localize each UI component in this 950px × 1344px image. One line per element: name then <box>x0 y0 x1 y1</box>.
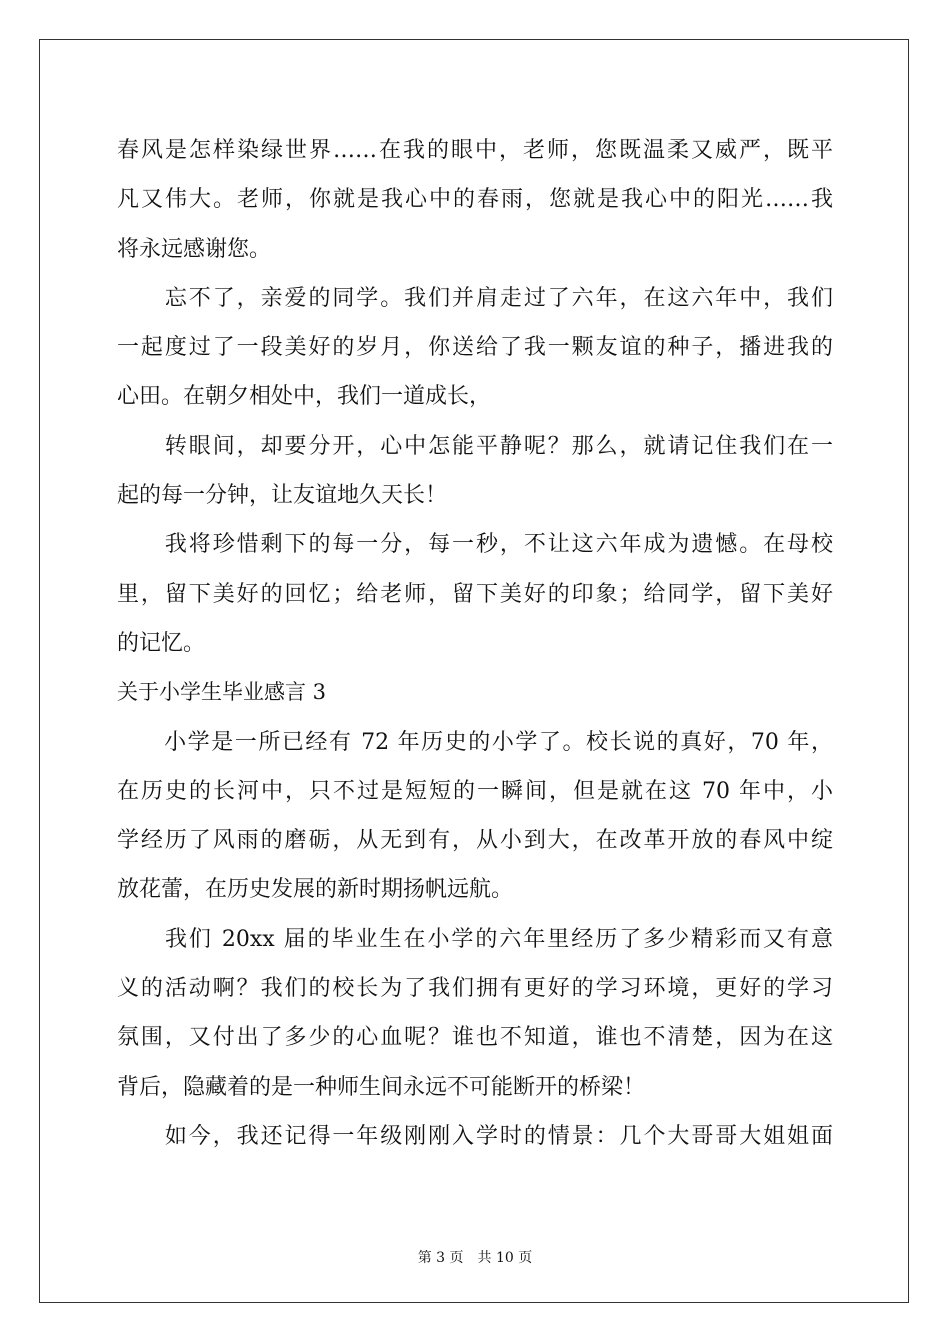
text-line: 小学是一所已经有 72 年历史的小学了。校长说的真好，70 年， <box>117 729 833 755</box>
text-line: 起的每一分钟，让友谊地久天长！ <box>117 483 448 509</box>
text-line: 如今，我还记得一年级刚刚入学时的情景：几个大哥哥大姐姐面 <box>117 1123 833 1149</box>
text-line: 一起度过了一段美好的岁月，你送给了我一颗友谊的种子，播进我的 <box>117 335 833 361</box>
text-line: 转眼间，却要分开，心中怎能平静呢？那么，就请记住我们在一 <box>117 433 833 459</box>
text-line: 将永远感谢您。 <box>117 236 272 262</box>
text-line: 学经历了风雨的磨砺，从无到有，从小到大，在改革开放的春风中绽 <box>117 828 833 854</box>
text-line: 背后，隐藏着的是一种师生间永远不可能断开的桥梁！ <box>117 1074 646 1100</box>
text-line: 凡又伟大。老师，你就是我心中的春雨，您就是我心中的阳光……我 <box>117 187 833 213</box>
text-line: 我们 20xx 届的毕业生在小学的六年里经历了多少精彩而又有意 <box>117 926 833 952</box>
page-number-footer: 第 3 页 共 10 页 <box>417 1250 533 1266</box>
text-line: 放花蕾，在历史发展的新时期扬帆远航。 <box>117 877 514 903</box>
text-line: 在历史的长河中，只不过是短短的一瞬间，但是就在这 70 年中，小 <box>117 778 833 804</box>
text-line: 义的活动啊？我们的校长为了我们拥有更好的学习环境，更好的学习 <box>117 976 833 1002</box>
text-line: 氛围，又付出了多少的心血呢？谁也不知道，谁也不清楚，因为在这 <box>117 1025 833 1051</box>
text-line: 心田。在朝夕相处中，我们一道成长， <box>117 384 492 410</box>
text-line: 我将珍惜剩下的每一分，每一秒，不让这六年成为遗憾。在母校 <box>117 532 833 558</box>
document-body <box>117 126 833 1161</box>
text-line: 的记忆。 <box>117 630 206 656</box>
text-line: 忘不了，亲爱的同学。我们并肩走过了六年，在这六年中，我们 <box>117 285 833 311</box>
text-line: 春风是怎样染绿世界……在我的眼中，老师，您既温柔又威严，既平 <box>117 138 833 163</box>
section-heading: 关于小学生毕业感言 3 <box>117 680 327 705</box>
text-line: 里，留下美好的回忆；给老师，留下美好的印象；给同学，留下美好 <box>117 581 833 607</box>
